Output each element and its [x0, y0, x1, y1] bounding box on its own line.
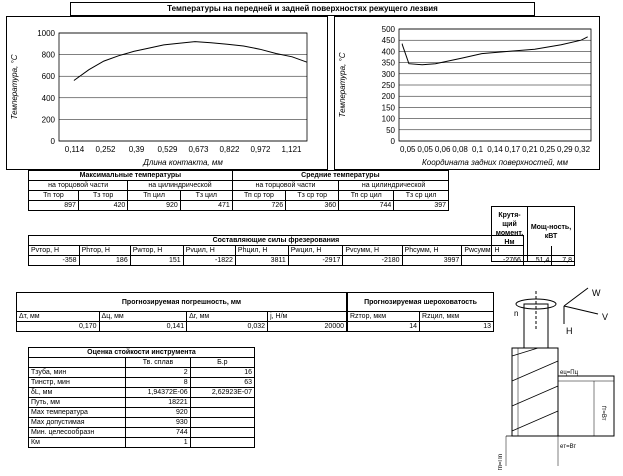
chart2-y-tick-label: 200: [381, 92, 395, 102]
chart1-x-tick-label: 0,39: [128, 145, 145, 154]
forces-value[interactable]: 186: [79, 256, 130, 266]
table-row: [29, 438, 255, 448]
tool-life-value[interactable]: 1,94372E-06: [126, 388, 190, 398]
forces-value[interactable]: -2766: [462, 256, 524, 266]
roughness-table: [347, 292, 494, 332]
tool-life-value[interactable]: 8: [126, 378, 190, 388]
torque-label-text: Крутя-щий момент, Нм: [495, 212, 524, 246]
temperature-table: [28, 170, 449, 211]
chart-flank-coordinate: [334, 16, 600, 170]
diagram-label-w: W: [592, 288, 601, 298]
tool-life-value[interactable]: 1: [126, 438, 190, 448]
col-header: Тп ср цил: [339, 191, 394, 201]
tool-life-table: [28, 347, 255, 448]
chart1-y-tick-label: 600: [41, 72, 55, 82]
chart1-x-tick-label: 0,529: [157, 145, 178, 154]
chart2-y-tick-label: 400: [381, 47, 395, 57]
chart2-svg: [335, 17, 599, 169]
tool-life-row-label: Мах допустимая: [29, 418, 126, 428]
col-header: Тз цил: [180, 191, 232, 201]
tool-life-row-label: Тинстр, мин: [29, 378, 126, 388]
table-row: [29, 418, 255, 428]
cell-value[interactable]: 420: [78, 201, 127, 211]
forces-col-header: Pwцил, Н: [288, 246, 343, 256]
cell-value[interactable]: 397: [394, 201, 449, 211]
forces-table: [28, 235, 575, 266]
col-header: Тз ср тор: [286, 191, 339, 201]
cell-value[interactable]: 471: [180, 201, 232, 211]
cell-value[interactable]: 920: [128, 201, 181, 211]
forces-col-header: Pvсумм, Н: [343, 246, 402, 256]
col-header: Тп ср тор: [232, 191, 285, 201]
forces-value[interactable]: 3811: [235, 256, 288, 266]
tool-life-row-label: Мах температура: [29, 408, 126, 418]
chart2-x-tick-label: 0,14: [487, 145, 503, 154]
chart1-x-tick-label: 0,673: [188, 145, 209, 154]
forces-header: Составляющие силы фрезерования: [29, 236, 524, 246]
chart2-x-tick-label: 0,05: [399, 145, 416, 154]
tool-life-value[interactable]: [190, 438, 254, 448]
diagram-label-v: V: [602, 312, 609, 322]
page-title: Температуры на передней и задней поверхностях режущего лезвия: [70, 2, 535, 16]
chart2-y-tick-label: 150: [381, 103, 395, 113]
table-row: [29, 368, 255, 378]
tool-life-value[interactable]: 63: [190, 378, 254, 388]
cell-value[interactable]: 360: [286, 201, 339, 211]
chart2-y-tick-label: 100: [381, 114, 395, 124]
tool-life-row-label: Тзуба, мин: [29, 368, 126, 378]
col-header: Тз ср цил: [394, 191, 449, 201]
chart1-x-axis-label: Длина контакта, мм: [143, 158, 223, 167]
chart2-y-tick-label: 0: [390, 137, 395, 146]
chart2-x-tick-label: 0,32: [574, 145, 591, 154]
error-table: [16, 292, 347, 332]
chart2-x-tick-label: 0,08: [452, 145, 468, 154]
chart1-x-tick-label: 1,121: [281, 145, 302, 154]
forces-col-header: Pvцил, Н: [183, 246, 235, 256]
error-value[interactable]: 20000: [268, 322, 347, 332]
tool-life-value[interactable]: 930: [126, 418, 190, 428]
table-row: [29, 408, 255, 418]
chart1-y-tick-label: 400: [41, 93, 55, 103]
forces-col-header: Phцил, Н: [235, 246, 288, 256]
forces-col-header: Pvтор, Н: [29, 246, 80, 256]
tool-life-col1: Тв. сплав: [126, 358, 190, 368]
tool-life-col2: Б.р: [190, 358, 254, 368]
error-col-header: Δц, мм: [99, 312, 187, 322]
chart2-x-tick-label: 0,17: [504, 145, 521, 154]
error-value[interactable]: 0,141: [99, 322, 187, 332]
chart1-x-tick-label: 0,252: [95, 145, 116, 154]
chart2-x-tick-label: 0,29: [557, 145, 573, 154]
chart2-y-tick-label: 300: [381, 69, 395, 79]
chart2-x-tick-label: 0,06: [434, 145, 451, 154]
roughness-value[interactable]: 13: [420, 322, 494, 332]
tool-life-row-label: Путь, мм: [29, 398, 126, 408]
error-value[interactable]: 0,170: [17, 322, 100, 332]
chart2-y-tick-label: 450: [381, 36, 395, 46]
forces-value[interactable]: -2917: [288, 256, 343, 266]
tool-life-row-label: Мин. целесообразн: [29, 428, 126, 438]
chart2-x-axis-label: Координата задних поверхностей, мм: [422, 158, 568, 167]
forces-value[interactable]: -358: [29, 256, 80, 266]
diagram-label-eb: eт=Вт: [560, 444, 577, 450]
chart1-x-tick-label: 0,114: [64, 145, 85, 154]
col-header: Тп цил: [128, 191, 181, 201]
tool-life-row-label: δL, мм: [29, 388, 126, 398]
tool-life-value[interactable]: 920: [126, 408, 190, 418]
error-col-header: Δr, мм: [187, 312, 268, 322]
tool-life-value[interactable]: 16: [190, 368, 254, 378]
col-header: Тп тор: [29, 191, 79, 201]
max-temp-header: Максимальные температуры: [29, 171, 233, 181]
tool-life-row-label: Км: [29, 438, 126, 448]
chart1-y-axis-label: Температура, °С: [10, 54, 19, 120]
error-value[interactable]: 0,032: [187, 322, 268, 332]
diagram-label-fn: fп=Пn: [498, 453, 504, 470]
tool-life-value[interactable]: [190, 408, 254, 418]
diagram-label-n: n: [514, 309, 519, 318]
chart1-y-tick-label: 1000: [37, 29, 55, 38]
cell-value[interactable]: 744: [339, 201, 394, 211]
avg-temp-sub2: на цилиндрической: [339, 181, 449, 191]
chart2-y-tick-label: 500: [381, 25, 395, 34]
tool-life-value[interactable]: [190, 398, 254, 408]
error-col-header: j, Н/м: [268, 312, 347, 322]
chart1-y-tick-label: 200: [41, 115, 55, 125]
chart2-y-axis-label: Температура, °С: [338, 52, 347, 118]
cell-value[interactable]: 897: [29, 201, 79, 211]
chart1-x-tick-label: 0,972: [250, 145, 271, 154]
chart1-svg: [7, 17, 327, 169]
torque-value[interactable]: 51,4: [523, 256, 552, 266]
chart2-y-tick-label: 50: [386, 125, 395, 135]
tool-life-header: Оценка стойкости инструмента: [29, 348, 255, 358]
roughness-col-header: Rzтор, мкм: [348, 312, 420, 322]
power-label-text: Мощ-ность, кВТ: [530, 224, 572, 240]
forces-value[interactable]: 3997: [402, 256, 462, 266]
tool-life-value[interactable]: 2,62923E-07: [190, 388, 254, 398]
chart1-y-tick-label: 0: [50, 137, 55, 146]
cell-value[interactable]: 726: [232, 201, 285, 211]
cutter-diagram: [498, 286, 618, 472]
table-row: [29, 378, 255, 388]
forces-value[interactable]: -1822: [183, 256, 235, 266]
power-value[interactable]: 7,8: [552, 256, 575, 266]
diagram-label-ft: fт=Вт: [600, 406, 606, 421]
forces-value[interactable]: -2180: [343, 256, 402, 266]
tool-life-value[interactable]: [190, 428, 254, 438]
tool-life-value[interactable]: 744: [126, 428, 190, 438]
chart1-x-tick-label: 0,822: [219, 145, 240, 154]
chart2-x-tick-label: 0,25: [539, 145, 556, 154]
table-row: [29, 398, 255, 408]
forces-col-header: Phтор, Н: [79, 246, 130, 256]
chart2-x-tick-label: 0,05: [417, 145, 433, 154]
roughness-header: Прогнозируемая шероховатость: [348, 293, 494, 312]
col-header: Тз тор: [78, 191, 127, 201]
tool-life-value[interactable]: [190, 418, 254, 428]
forces-col-header: Pwтор, Н: [130, 246, 183, 256]
chart2-x-tick-label: 0,21: [522, 145, 538, 154]
avg-temp-header: Средние температуры: [232, 171, 448, 181]
chart1-plot-area: [59, 33, 307, 141]
chart2-y-tick-label: 350: [381, 58, 395, 68]
max-temp-sub2: на цилиндрической: [128, 181, 232, 191]
chart2-y-tick-label: 250: [381, 81, 395, 90]
chart1-y-tick-label: 800: [41, 50, 55, 60]
table-row: [29, 428, 255, 438]
max-temp-sub1: на торцовой части: [29, 181, 128, 191]
forces-col-header: Pwсумм, Н: [462, 246, 524, 256]
roughness-col-header: Rzцил, мкм: [420, 312, 494, 322]
forces-col-header: Phсумм, Н: [402, 246, 462, 256]
diagram-label-h: H: [566, 326, 573, 336]
avg-temp-sub1: на торцовой части: [232, 181, 338, 191]
forces-value[interactable]: 151: [130, 256, 183, 266]
chart-contact-length: [6, 16, 328, 170]
error-col-header: Δт, мм: [17, 312, 100, 322]
roughness-value[interactable]: 14: [348, 322, 420, 332]
table-row: [29, 388, 255, 398]
tool-life-value[interactable]: 18221: [126, 398, 190, 408]
tool-life-value[interactable]: 2: [126, 368, 190, 378]
diagram-label-eu: eц=Пц: [560, 370, 579, 376]
error-header: Прогнозируемая погрешность, мм: [17, 293, 347, 312]
chart2-x-tick-label: 0,1: [471, 145, 484, 154]
